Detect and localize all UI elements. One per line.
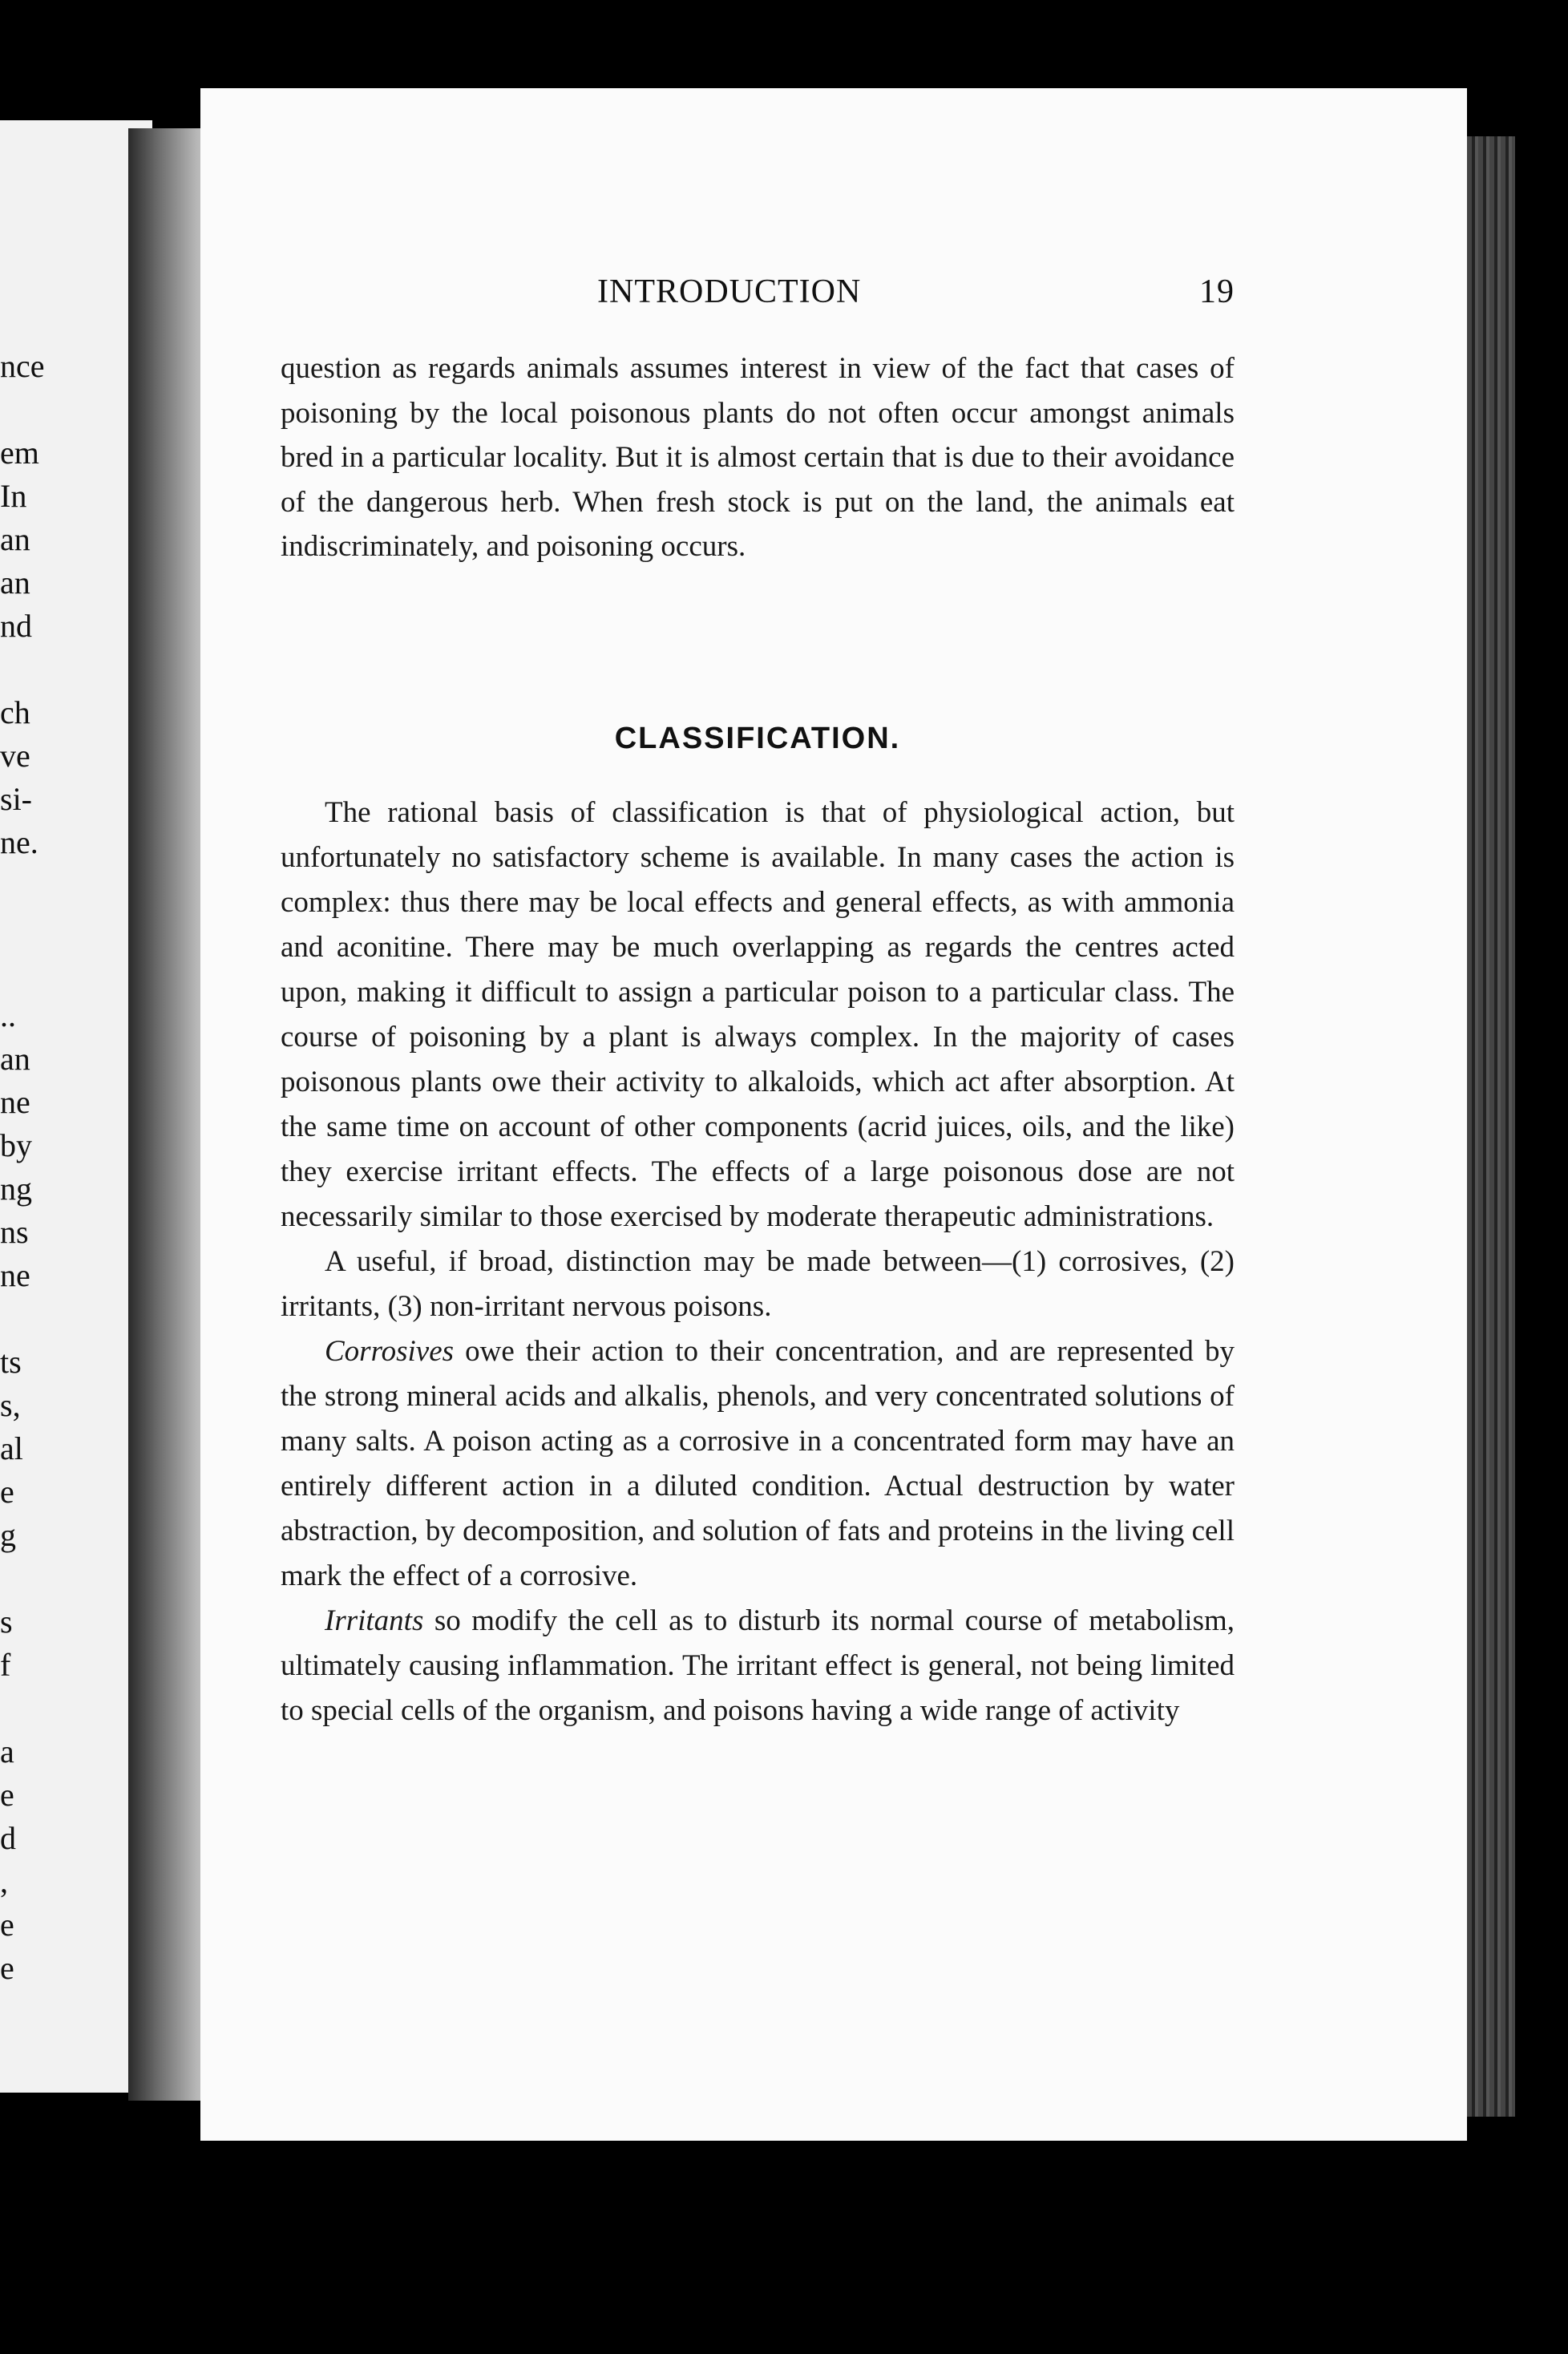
facing-page-fragment: .. xyxy=(0,997,16,1033)
facing-page-fragment xyxy=(0,1297,48,1341)
facing-page-fragment: a xyxy=(0,1733,14,1770)
facing-page-fragment xyxy=(0,1687,48,1730)
classification-paragraph-1: The rational basis of classification is that of physiological action, but unfortunately no satisfactory scheme is available. In many cases the action is complex: thus there may be local effects and general effects, as with ammonia and aconitine. There may be much overlapping as regards the centres acted upon, making it difficult to assign a particular poison to a particular class. The course of poisoning by a plant is always complex. In the majority of cases poisonous plants owe their activity to alkaloids, which act after absorption. At the same time on account of other components (acrid juices, oils, and the like) they exercise irritant effects. The effects of a large poisonous dose are not necessarily similar to those exercised by moderate therapeutic administrations. xyxy=(281,796,1235,1233)
facing-page-fragment: an xyxy=(0,564,30,601)
facing-page-fragment: al xyxy=(0,1430,23,1466)
facing-page-fragment xyxy=(0,908,48,951)
facing-page-fragment xyxy=(0,864,48,908)
facing-page-fragment: ns xyxy=(0,1214,29,1250)
facing-page-fragment: ne xyxy=(0,1084,30,1120)
page-edge-stack xyxy=(1467,136,1515,2117)
facing-page-text-fragments xyxy=(0,345,48,1990)
page-number: 19 xyxy=(1199,273,1235,310)
facing-page-fragment xyxy=(0,951,48,994)
facing-page-fragment: ts xyxy=(0,1344,22,1380)
facing-page-fragment: ng xyxy=(0,1171,32,1207)
term-irritants: Irritants xyxy=(325,1604,424,1637)
irritants-text: so modify the cell as to disturb its normal course of metabolism, ultimately causing inflammation. The irritant effect is general, not being limited to special cells of the organism, and poisons having a wide range of activity xyxy=(281,1604,1235,1727)
classification-section xyxy=(281,791,1235,1733)
facing-page-fragment: d xyxy=(0,1820,16,1856)
facing-page-fragment: g xyxy=(0,1517,16,1553)
facing-page-fragment: f xyxy=(0,1647,11,1683)
running-title: INTRODUCTION xyxy=(597,273,862,310)
facing-page-fragment: e xyxy=(0,1474,14,1510)
classification-paragraph-3 xyxy=(281,1329,1235,1599)
facing-page-fragment: an xyxy=(0,1041,30,1077)
facing-page-fragment: ne xyxy=(0,1257,30,1293)
facing-page-fragment: e xyxy=(0,1777,14,1813)
corrosives-text: owe their action to their concentration, and are represented by the strong mineral acids and alkalis, phenols, and very concentrated solutions of many salts. A poison acting as a corrosive in a concentrated form may have an entirely different action in a diluted condition. Actual destruction by water abstraction, by decomposition, and solution of fats and proteins in the living cell mark the effect of a corrosive. xyxy=(281,1335,1235,1592)
facing-page-fragment: s, xyxy=(0,1387,21,1423)
classification-paragraph-2: A useful, if broad, distinction may be made between—(1) corrosives, (2) irritants, (3) non-irritant nervous poisons. xyxy=(281,1245,1235,1323)
facing-page-fragment: si- xyxy=(0,781,32,817)
facing-page-fragment: ve xyxy=(0,738,30,774)
running-header xyxy=(281,273,1235,321)
intro-paragraph: question as regards animals assumes interest in view of the fact that cases of poisoning by the local poisonous plants do not often occur amongst animals bred in a particular locality. But it is almost certain that is due to their avoidance of the dangerous herb. When fresh stock is put on the land, the animals eat indiscriminately, and poisoning occurs. xyxy=(281,352,1235,563)
facing-page-fragment: by xyxy=(0,1127,32,1163)
facing-page-fragment: , xyxy=(0,1863,8,1899)
facing-page-fragment: e xyxy=(0,1907,14,1943)
facing-page-fragment xyxy=(0,648,48,691)
facing-page-fragment: In xyxy=(0,478,27,514)
facing-page-fragment: nd xyxy=(0,608,32,644)
facing-page-fragment: an xyxy=(0,521,30,557)
facing-page-fragment: ne. xyxy=(0,824,38,860)
section-heading: CLASSIFICATION. xyxy=(614,722,901,755)
term-corrosives: Corrosives xyxy=(325,1335,455,1368)
facing-page-fragment: em xyxy=(0,435,39,471)
facing-page-fragment: s xyxy=(0,1604,13,1640)
facing-page-fragment: nce xyxy=(0,348,45,384)
facing-page-fragment xyxy=(0,1557,48,1600)
intro-paragraph-block xyxy=(281,346,1235,569)
facing-page-fragment: ch xyxy=(0,694,30,730)
classification-paragraph-4 xyxy=(281,1599,1235,1733)
facing-page-fragment: e xyxy=(0,1950,14,1986)
facing-page-fragment xyxy=(0,388,48,431)
